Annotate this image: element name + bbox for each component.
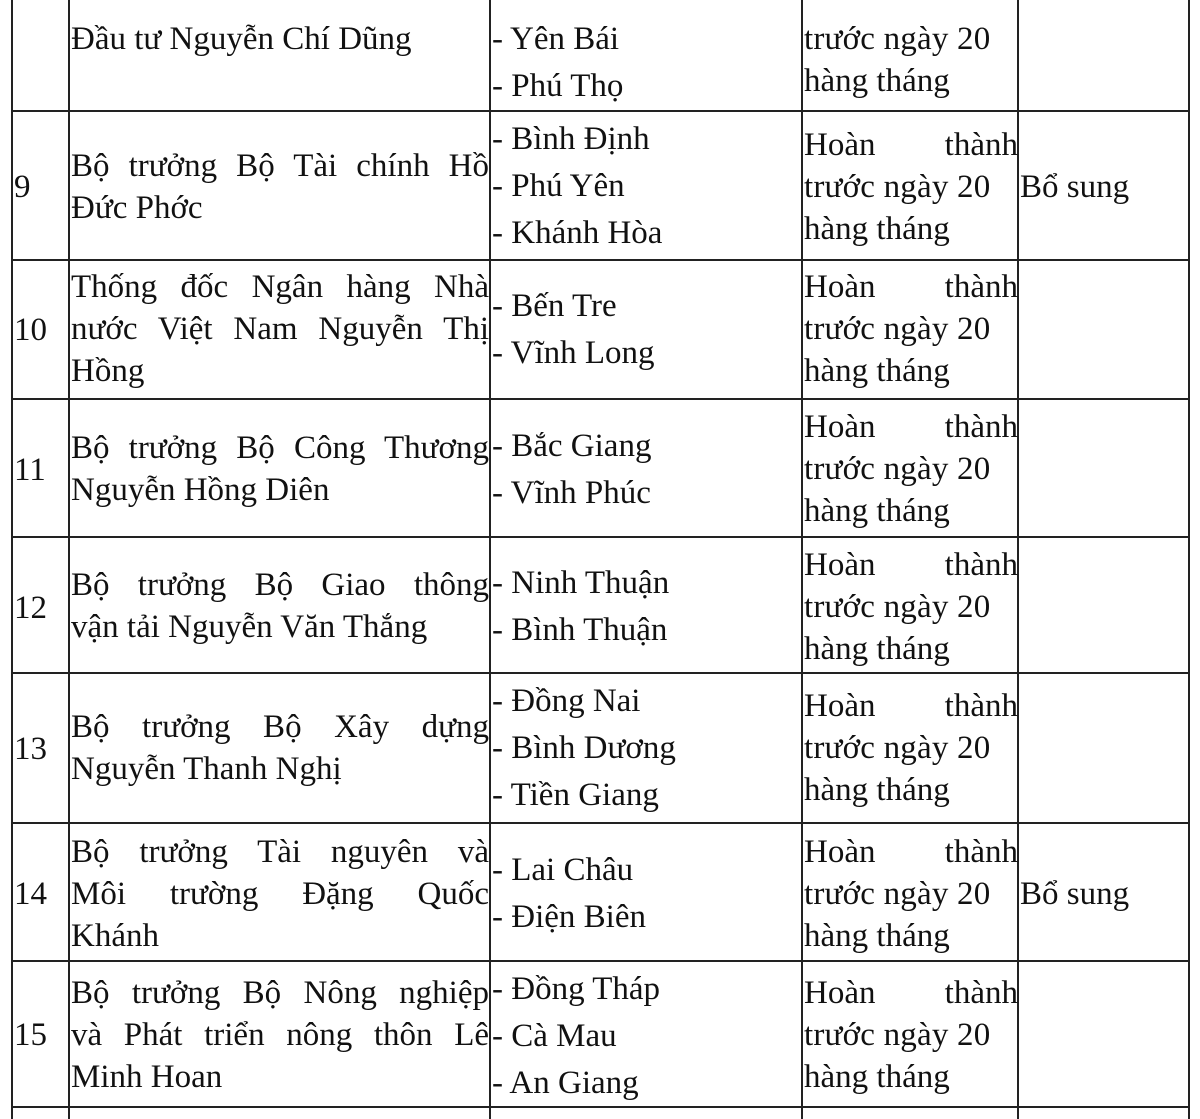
official-name-line: Minh Hoan	[71, 1059, 223, 1095]
column-divider-provinces	[801, 0, 803, 1119]
row-divider	[12, 822, 1190, 824]
deadline-cell	[804, 544, 1018, 670]
row-number: 14	[14, 876, 47, 912]
deadline-line: hàng tháng	[804, 493, 950, 529]
column-divider-name	[489, 0, 491, 1119]
province-item: - Điện Biên	[492, 899, 646, 935]
official-name-line: và Phát triển nông thôn Lê	[71, 1017, 489, 1053]
official-name-line: Thống đốc Ngân hàng Nhà	[71, 269, 489, 305]
province-item: - Đồng Nai	[492, 683, 641, 719]
official-name-line: nước Việt Nam Nguyễn Thị	[71, 311, 489, 347]
province-item: - Cà Mau	[492, 1018, 617, 1054]
deadline-cell	[804, 406, 1018, 532]
provinces-cell	[492, 968, 800, 1109]
deadline-line: trước ngày 20	[804, 730, 991, 766]
official-name-line: Khánh	[71, 918, 159, 954]
province-item: - Bình Dương	[492, 730, 676, 766]
official-name-line: Nguyễn Thanh Nghị	[71, 751, 342, 787]
deadline-line: hàng tháng	[804, 918, 950, 954]
official-name-line: Bộ trưởng Bộ Nông nghiệp	[71, 975, 489, 1011]
deadline-cell	[804, 972, 1018, 1098]
province-item: - Đồng Tháp	[492, 971, 661, 1007]
province-item: - Bình Định	[492, 121, 650, 157]
deadline-line: trước ngày 20	[804, 451, 991, 487]
deadline-line: hàng tháng	[804, 1059, 950, 1095]
official-name-line: Bộ trưởng Bộ Tài chính Hồ	[71, 148, 489, 184]
deadline-line	[804, 685, 1018, 727]
official-name-cell	[71, 266, 489, 392]
official-name-line: Nguyễn Hồng Diên	[71, 472, 330, 508]
province-item: - Bến Tre	[492, 288, 617, 324]
province-item: - Vĩnh Long	[492, 335, 655, 371]
row-divider	[12, 259, 1190, 261]
official-name-cell	[71, 427, 489, 511]
provinces-cell	[492, 425, 800, 519]
deadline-word: Hoàn	[804, 269, 876, 305]
provinces-cell	[492, 285, 800, 379]
official-name-line: Bộ trưởng Bộ Giao thông	[71, 567, 489, 603]
official-name-line: Bộ trưởng Bộ Xây dựng	[71, 709, 489, 745]
deadline-cell	[804, 18, 1018, 102]
deadline-line	[804, 972, 1018, 1014]
deadline-line: hàng tháng	[804, 772, 950, 808]
row-number: 15	[14, 1017, 47, 1053]
official-name-cell	[71, 972, 489, 1098]
province-item: - An Giang	[492, 1065, 639, 1101]
deadline-line: trước ngày 20	[804, 876, 991, 912]
row-divider	[12, 960, 1190, 962]
official-name-line: Bộ trưởng Tài nguyên và	[71, 834, 489, 870]
official-name-line: Bộ trưởng Bộ Công Thương	[71, 430, 489, 466]
province-item: - Khánh Hòa	[492, 215, 663, 251]
province-item: - Tiền Giang	[492, 777, 659, 813]
official-name-cell	[71, 706, 489, 790]
row-divider	[12, 536, 1190, 538]
provinces-cell	[492, 680, 800, 821]
deadline-cell	[804, 831, 1018, 957]
table-border-left	[11, 0, 13, 1119]
deadline-word: thành	[944, 409, 1018, 445]
deadline-word: Hoàn	[804, 547, 876, 583]
official-name-line: Đầu tư Nguyễn Chí Dũng	[71, 21, 412, 57]
deadline-line: hàng tháng	[804, 63, 950, 99]
deadline-cell	[804, 685, 1018, 811]
deadline-line	[804, 831, 1018, 873]
deadline-word: Hoàn	[804, 688, 876, 724]
provinces-cell	[492, 562, 800, 656]
deadline-cell	[804, 266, 1018, 392]
deadline-line: trước ngày 20	[804, 311, 991, 347]
row-number: 13	[14, 731, 47, 767]
deadline-line	[804, 544, 1018, 586]
official-name-cell	[71, 831, 489, 957]
deadline-line: trước ngày 20	[804, 1017, 991, 1053]
official-name-line: Đức Phớc	[71, 190, 203, 226]
row-divider	[12, 398, 1190, 400]
province-item: - Ninh Thuận	[492, 565, 670, 601]
provinces-cell	[492, 18, 800, 112]
official-name-line: vận tải Nguyễn Văn Thắng	[71, 609, 428, 645]
province-item: - Yên Bái	[492, 21, 620, 57]
official-name-cell	[71, 564, 489, 648]
official-name-line: Môi trường Đặng Quốc	[71, 876, 489, 912]
province-item: - Lai Châu	[492, 852, 634, 888]
deadline-line: trước ngày 20	[804, 589, 991, 625]
deadline-line: hàng tháng	[804, 353, 950, 389]
provinces-cell	[492, 118, 800, 259]
row-number: 9	[14, 169, 31, 205]
deadline-word: Hoàn	[804, 127, 876, 163]
province-item: - Vĩnh Phúc	[492, 475, 651, 511]
row-divider	[12, 672, 1190, 674]
provinces-cell	[492, 849, 800, 943]
deadline-word: thành	[944, 547, 1018, 583]
deadline-line: hàng tháng	[804, 211, 950, 247]
official-name-cell	[71, 18, 489, 60]
deadline-word: thành	[944, 834, 1018, 870]
official-name-cell	[71, 145, 489, 229]
deadline-word: thành	[944, 975, 1018, 1011]
deadline-line: trước ngày 20	[804, 169, 991, 205]
deadline-word: Hoàn	[804, 834, 876, 870]
deadline-line	[804, 124, 1018, 166]
row-number: 10	[14, 312, 47, 348]
note-cell: Bổ sung	[1020, 876, 1130, 912]
column-divider-stt	[68, 0, 70, 1119]
deadline-line: trước ngày 20	[804, 21, 991, 57]
province-item: - Phú Thọ	[492, 68, 624, 104]
deadline-word: thành	[944, 127, 1018, 163]
note-cell: Bổ sung	[1020, 169, 1130, 205]
deadline-word: thành	[944, 688, 1018, 724]
official-name-line: Hồng	[71, 353, 145, 389]
deadline-line	[804, 406, 1018, 448]
deadline-cell	[804, 124, 1018, 250]
province-item: - Bắc Giang	[492, 428, 652, 464]
deadline-word: thành	[944, 269, 1018, 305]
province-item: - Bình Thuận	[492, 612, 668, 648]
deadline-line: hàng tháng	[804, 631, 950, 667]
row-number: 11	[14, 452, 46, 488]
row-number: 12	[14, 590, 47, 626]
deadline-word: Hoàn	[804, 409, 876, 445]
deadline-line	[804, 266, 1018, 308]
province-item: - Phú Yên	[492, 168, 625, 204]
deadline-word: Hoàn	[804, 975, 876, 1011]
